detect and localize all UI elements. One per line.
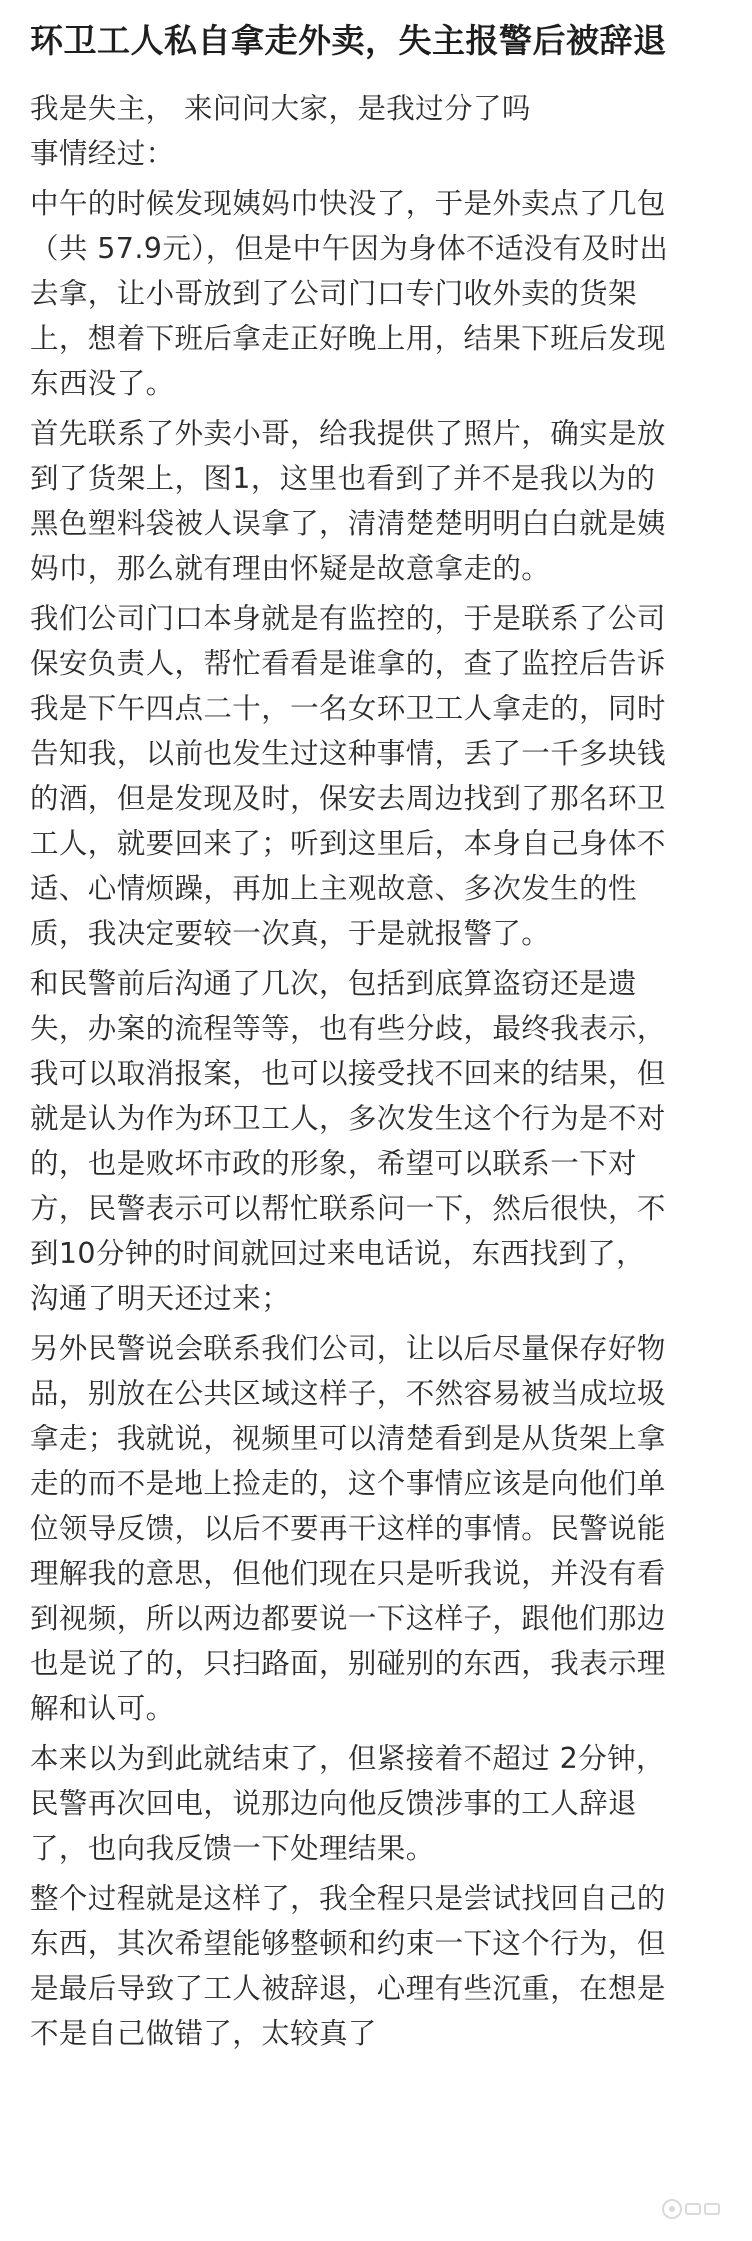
text-line: 上，想着下班后拿走正好晚上用，结果下班后发现	[30, 322, 666, 355]
text-line: 首先联系了外卖小哥，给我提供了照片，确实是放	[30, 417, 666, 450]
text-line: 整个过程就是这样了，我全程只是尝试找回自己的	[30, 1882, 666, 1915]
text-line: 东西，其次希望能够整顿和约束一下这个行为，但	[30, 1927, 666, 1960]
text-line: 我们公司门口本身就是有监控的，于是联系了公司	[30, 602, 666, 635]
text-line: 质，我决定要较一次真，于是就报警了。	[30, 917, 551, 950]
text-line: 告知我，以前也发生过这种事情，丢了一千多块钱	[30, 737, 666, 770]
text-line: 民警再次回电，说那边向他反馈涉事的工人辞退	[30, 1787, 637, 1820]
text-line: 去拿，让小哥放到了公司门口专门收外卖的货架	[30, 277, 637, 310]
text-line: 走的而不是地上捡走的，这个事情应该是向他们单	[30, 1467, 666, 1500]
text-line: 和民警前后沟通了几次，包括到底算盗窃还是遗	[30, 967, 637, 1000]
text-line: 适、心情烦躁，再加上主观故意、多次发生的性	[30, 872, 637, 905]
text-line: 到视频，所以两边都要说一下这样子，跟他们那边	[30, 1602, 666, 1635]
text-line: 我是失主， 来问问大家，是我过分了吗	[30, 92, 531, 125]
post-paragraph	[30, 1736, 726, 1871]
post-paragraph	[30, 411, 726, 591]
text-line: 本来以为到此就结束了，但紧接着不超过 2分钟，	[30, 1742, 665, 1775]
text-line: 东西没了。	[30, 367, 175, 400]
text-line: 的酒，但是发现及时，保安去周边找到了那名环卫	[30, 782, 666, 815]
text-line: 到了货架上，图1，这里也看到了并不是我以为的	[30, 462, 656, 495]
text-line: 妈巾，那么就有理由怀疑是故意拿走的。	[30, 552, 551, 585]
text-line: 是最后导致了工人被辞退，心理有些沉重，在想是	[30, 1972, 666, 2005]
post-paragraph	[30, 596, 726, 956]
post-paragraph	[30, 961, 726, 1321]
post-paragraph	[30, 181, 726, 406]
text-line: 另外民警说会联系我们公司，让以后尽量保存好物	[30, 1332, 666, 1365]
watermark-logo	[660, 2197, 724, 2221]
post-paragraph	[30, 1876, 726, 2056]
text-line: 失，办案的流程等等，也有些分歧，最终我表示，	[30, 1012, 666, 1045]
text-line: 了，也向我反馈一下处理结果。	[30, 1832, 435, 1865]
text-line: 不是自己做错了，太较真了	[30, 2017, 377, 2050]
text-line: 理解我的意思，但他们现在只是听我说，并没有看	[30, 1557, 666, 1590]
text-line: 事情经过：	[30, 137, 175, 170]
text-line: 沟通了明天还过来；	[30, 1282, 291, 1315]
post-paragraph	[30, 1326, 726, 1731]
text-line: 中午的时候发现姨妈巾快没了，于是外卖点了几包	[30, 187, 666, 220]
text-line: 拿走；我就说，视频里可以清楚看到是从货架上拿	[30, 1422, 666, 1455]
post-body	[30, 86, 726, 2056]
text-line: 解和认可。	[30, 1692, 175, 1725]
text-line: 保安负责人，帮忙看看是谁拿的，查了监控后告诉	[30, 647, 666, 680]
post-title: 环卫工人私自拿走外卖，失主报警后被辞退	[30, 21, 667, 60]
text-line: 就是认为作为环卫工人，多次发生这个行为是不对	[30, 1102, 666, 1135]
text-line: 黑色塑料袋被人误拿了，清清楚楚明明白白就是姨	[30, 507, 666, 540]
text-line: 到10分钟的时间就回过来电话说，东西找到了，	[30, 1237, 646, 1270]
text-line: 方，民警表示可以帮忙联系问一下，然后很快，不	[30, 1192, 666, 1225]
text-line: 品，别放在公共区域这样子，不然容易被当成垃圾	[30, 1377, 666, 1410]
text-line: （共 57.9元），但是中午因为身体不适没有及时出	[30, 232, 669, 265]
post-paragraph	[30, 86, 726, 176]
text-line: 我是下午四点二十，一名女环卫工人拿走的，同时	[30, 692, 666, 725]
text-line: 工人，就要回来了；听到这里后，本身自己身体不	[30, 827, 666, 860]
text-line: 的，也是败坏市政的形象，希望可以联系一下对	[30, 1147, 637, 1180]
text-line: 我可以取消报案，也可以接受找不回来的结果，但	[30, 1057, 666, 1090]
text-line: 位领导反馈，以后不要再干这样的事情。民警说能	[30, 1512, 666, 1545]
text-line: 也是说了的，只扫路面，别碰别的东西，我表示理	[30, 1647, 666, 1680]
